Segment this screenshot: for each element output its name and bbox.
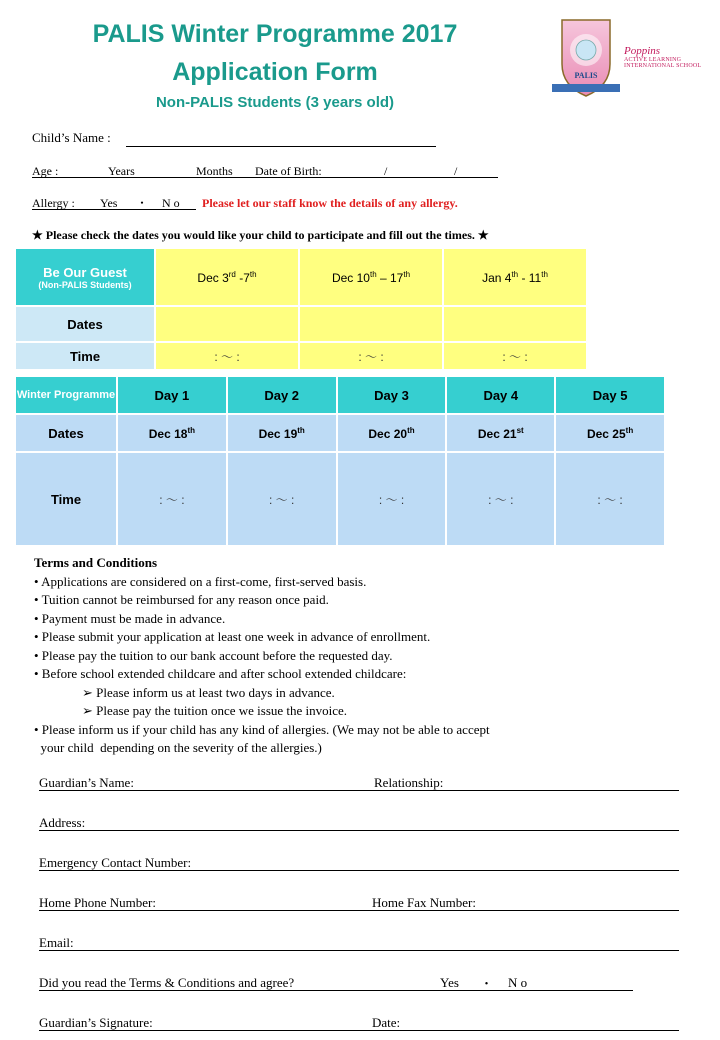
guest-header-sub: (Non-PALIS Students) [38,279,132,290]
winter-table [14,375,666,547]
home-fax-label: Home Fax Number: [372,895,476,910]
week-1-time-cell[interactable]: : 〜 : [155,342,299,370]
age-label: Age : [32,164,59,178]
address-label: Address: [39,815,86,830]
guest-header-title: Be Our Guest [43,264,127,280]
terms-item: • Please inform us if your child has any kind of allergies. (We may not be able to accept [34,721,490,737]
address-field[interactable] [39,812,679,831]
day-3-date: Dec 20th [337,414,447,452]
day-4-time-cell[interactable]: : 〜 : [446,452,555,546]
day-5-time-cell[interactable]: : 〜 : [555,452,665,546]
signature-field[interactable] [39,1012,679,1031]
terms-subitem: ➢ Please inform us at least two days in advance. [82,684,335,700]
allergy-yes[interactable]: Yes [100,196,118,210]
winter-time-label: Time [15,452,117,546]
week-1-dates-cell[interactable] [155,306,299,342]
terms-item: • Applications are considered on a first-come, first-served basis. [34,573,367,589]
day-1-header: Day 1 [117,376,227,414]
email-field[interactable] [39,932,679,951]
brand-block [624,46,701,69]
brand-line2: INTERNATIONAL SCHOOL [624,63,702,69]
terms-item: • Payment must be made in advance. [34,610,226,626]
guest-dates-label: Dates [15,306,155,342]
terms-subitem: ➢ Please pay the tuition once we issue the invoice. [82,703,348,718]
agree-yes[interactable]: Yes [440,975,459,990]
agree-dot: ・ [480,976,494,991]
day-2-header: Day 2 [227,376,337,414]
week-3-dates-cell[interactable] [443,306,587,342]
terms-item: • Tuition cannot be reimbursed for any reason once paid. [34,592,329,607]
child-name-field[interactable] [126,128,436,147]
day-2-time-cell[interactable]: : 〜 : [227,452,337,546]
guest-time-label: Time [15,342,155,370]
page-title: PALIS Winter Programme 2017 [92,20,458,48]
child-name-label: Child’s Name : [32,130,111,145]
week-1-header: Dec 3rd -7th [155,248,299,306]
terms-item: your child depending on the severity of the allergies.) [34,740,322,755]
age-dob-field[interactable] [32,177,498,178]
terms-item: • Please submit your application at least one week in advance of enrollment. [34,629,431,644]
agree-field [39,972,633,991]
day-4-header: Day 4 [446,376,555,414]
page-subtitle: Application Form [172,58,378,86]
brand-line1: ACTIVE LEARNING [624,57,682,63]
day-1-date: Dec 18th [117,414,227,452]
terms-item: • Before school extended childcare and after school extended childcare: [34,666,407,681]
guardian-name-field[interactable] [39,772,679,791]
week-3-time-cell[interactable]: : 〜 : [443,342,587,370]
dob-slash-2: / [454,164,458,178]
agree-no[interactable]: N o [508,975,528,990]
week-2-header: Dec 10th – 17th [299,248,443,306]
home-phone-field[interactable] [39,892,679,911]
allergy-underline [32,209,196,210]
winter-header: Winter Programme [15,376,117,414]
agree-label: Did you read the Terms & Conditions and agree? [39,975,295,990]
day-1-time-cell[interactable]: : 〜 : [117,452,227,546]
week-3-header: Jan 4th - 11th [443,248,587,306]
week-2-time-cell[interactable]: : 〜 : [299,342,443,370]
day-2-date: Dec 19th [227,414,337,452]
terms-section [34,554,490,758]
terms-heading: Terms and Conditions [34,555,158,570]
emergency-label: Emergency Contact Number: [39,855,192,870]
logo-text: PALIS [574,71,598,80]
years-label: Years [108,164,135,178]
day-3-header: Day 3 [337,376,447,414]
date-label: Date: [372,1015,401,1030]
allergy-label: Allergy : [32,196,75,210]
day-5-date: Dec 25th [555,414,665,452]
dob-label: Date of Birth: [255,164,322,178]
week-2-dates-cell[interactable] [299,306,443,342]
email-label: Email: [39,935,74,950]
audience-label: Non-PALIS Students (3 years old) [155,94,395,111]
instruction-text: ★ Please check the dates you would like your child to participate and fill out the times. ★ [32,228,489,242]
signature-label: Guardian’s Signature: [39,1015,153,1030]
dob-slash-1: / [384,164,388,178]
day-5-header: Day 5 [555,376,665,414]
allergy-note: Please let our staff know the details of any allergy. [202,196,458,210]
guardian-name-label: Guardian’s Name: [39,775,134,790]
day-3-time-cell[interactable]: : 〜 : [337,452,447,546]
emergency-field[interactable] [39,852,679,871]
allergy-dot: ・ [136,196,149,210]
home-phone-label: Home Phone Number: [39,895,156,910]
brand-name: Poppins [624,45,661,57]
allergy-no[interactable]: N o [162,196,180,210]
terms-item: • Please pay the tuition to our bank account before the requested day. [34,647,393,663]
months-label: Months [196,164,233,178]
guest-table [14,247,588,371]
relationship-label: Relationship: [374,775,444,790]
day-4-date: Dec 21st [446,414,555,452]
winter-dates-label: Dates [15,414,117,452]
guest-header [15,248,155,306]
